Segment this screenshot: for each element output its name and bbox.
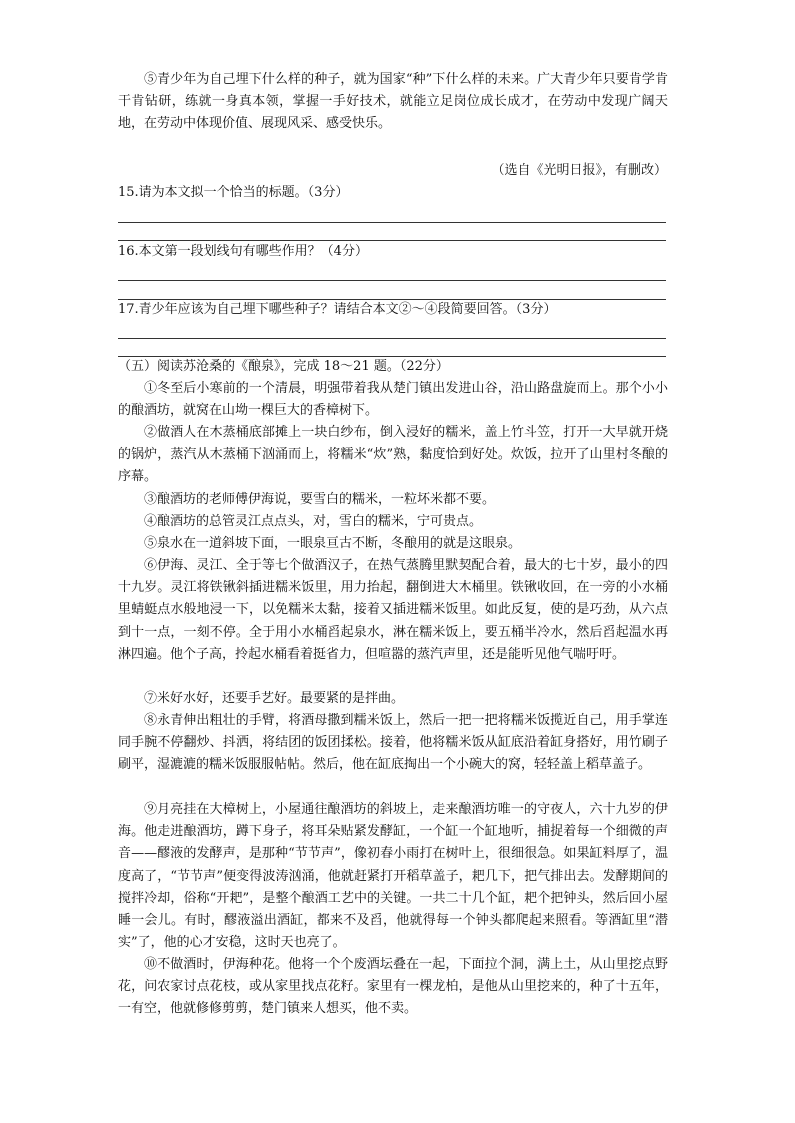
story-paragraph-7: ⑦米好水好，还要手艺好。最要紧的是拌曲。 xyxy=(144,691,405,706)
question-15: 15.请为本文拟一个恰当的标题。（3分） xyxy=(118,185,349,200)
story-paragraph-2: ②做酒人在木蒸桶底部摊上一块白纱布，倒入浸好的糯米，盖上竹斗笠，打开一大早就开烧的锅炉，蒸汽从木蒸桶下汹涌而上，将糯米“炊”熟，黏度恰到好处。炊饭，拉开了山里村冬酿的序幕。 xyxy=(118,425,668,485)
paragraph-5: ⑤青少年为自己埋下什么样的种子，就为国家“种”下什么样的未来。广大青少年只要肯学肯干肯钻研，练就一身真本领，掌握一手好技术，就能立足岗位成长成才，在劳动中发现广阔天地，在劳动中体现价值、展现风采、感受快乐。 xyxy=(118,72,668,132)
story-paragraph-4: ④酿酒坊的总管灵江点点头，对，雪白的糯米，宁可贵点。 xyxy=(144,514,483,529)
story-paragraph-5: ⑤泉水在一道斜坡下面，一眼泉亘古不断，冬酿用的就是这眼泉。 xyxy=(144,536,522,551)
story-paragraph-6: ⑥伊海、灵江、全于等七个做酒汉子，在热气蒸腾里默契配合着，最大的七十岁，最小的四十九岁。灵江将铁锹斜插进糯米饭里，用力抬起，翻倒进大木桶里。铁锹收回，在一旁的小水桶里蜻蜓点水般地浸一下，以免糯米太黏，接着又插进糯米饭里。如此反复，使的是巧劲，从六点到十一点，一刻不停。全于用小水桶舀起泉水，淋在糯米饭上，要五桶半冷水，然后舀起温水再淋四遍。他个子高，拎起水桶看着挺省力，但喧嚣的蒸汽声里，还是能听见他气喘吁吁。 xyxy=(118,558,668,662)
story-paragraph-1: ①冬至后小寒前的一个清晨，明强带着我从楚门镇出发进山谷，沿山路盘旋而上。那个小小的酿酒坊，就窝在山坳一棵巨大的香樟树下。 xyxy=(118,381,668,419)
question-17: 17.青少年应该为自己埋下哪些种子？请结合本文②～④段简要回答。（3分） xyxy=(118,302,557,317)
question-16: 16.本文第一段划线句有哪些作用？（4分） xyxy=(118,244,368,259)
section-heading: （五）阅读苏沧桑的《酿泉》，完成 18～21 题。（22分） xyxy=(118,359,449,374)
source-note: （选自《光明日报》，有删改） xyxy=(491,163,667,178)
answer-line[interactable] xyxy=(118,222,666,223)
story-paragraph-9: ⑨月亮挂在大樟树上，小屋通往酿酒坊的斜坡上，走来酿酒坊唯一的守夜人，六十九岁的伊海。他走进酿酒坊，蹲下身子，将耳朵贴紧发酵缸，一个缸一个缸地听，捕捉着每一个细微的声音——醪液的发酵声，是那种“节节声”，像初春小雨打在树叶上，很细很急。如果缸料厚了，温度高了，“节节声”便变得波涛汹涌，他就赶紧打开稻草盖子，耙几下，把气排出去。发酵期间的搅拌冷却，俗称“开耙”，是整个酿酒工艺中的关键。一共二十几个缸，耙个把钟头，然后回小屋睡一会儿。有时，醪液溢出酒缸，都来不及舀，他就得每一个钟头都爬起来照看。等酒缸里“潜实”了，他的心才安稳，这时天也亮了。 xyxy=(118,802,668,951)
story-paragraph-3: ③酿酒坊的老师傅伊海说，要雪白的糯米，一粒坏米都不要。 xyxy=(144,492,496,507)
story-paragraph-10: ⑩不做酒时，伊海种花。他将一个个废酒坛叠在一起，下面拉个洞，满上土，从山里挖点野花，问农家讨点花枝，或从家里找点花籽。家里有一棵龙柏，是他从山里挖来的，种了十五年，一有空，他就修修剪剪，楚门镇来人想买，他不卖。 xyxy=(118,957,668,1017)
answer-line[interactable] xyxy=(118,338,666,339)
answer-line[interactable] xyxy=(118,240,666,241)
story-paragraph-8: ⑧永青伸出粗壮的手臂，将酒母撒到糯米饭上，然后一把一把将糯米饭揽近自己，用手掌连同手腕不停翻炒、抖洒，将结团的饭团揉松。接着，他将糯米饭从缸底沿着缸身搭好，用竹刷子刷平，湿漉漉的糯米饭服服帖帖。然后，他在缸底掏出一个小碗大的窝，轻轻盖上稻草盖子。 xyxy=(118,713,668,773)
answer-line[interactable] xyxy=(118,280,666,281)
